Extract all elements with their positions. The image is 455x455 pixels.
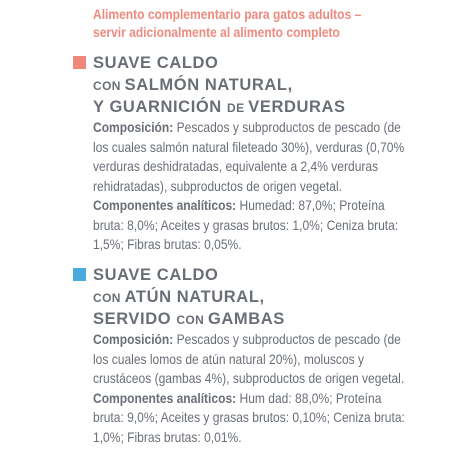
analysis-text: Humedad: 87,0%; Proteína bbox=[236, 197, 385, 213]
title-main-words: VERDURAS bbox=[248, 98, 346, 116]
title-main-words: SERVIDO bbox=[93, 310, 177, 328]
title-main-words: Y GUARNICIÓN bbox=[93, 98, 228, 116]
analysis-label: Componentes analíticos: bbox=[93, 197, 237, 213]
composition-label: Composición: bbox=[93, 119, 174, 135]
composition-label: Composición: bbox=[93, 331, 174, 347]
analysis-line-2: bruta: 9,0%; Aceites y grasas brutos: 0,10%; Ceniza bruta: bbox=[93, 409, 405, 425]
product-title-tuna bbox=[93, 264, 285, 330]
composition-line-4: rehidratadas), subproductos de origen vegetal. bbox=[93, 177, 342, 194]
analysis-line-1 bbox=[93, 389, 446, 409]
product-details-salmon bbox=[93, 118, 446, 255]
composition-line-2: los cuales salmón natural fileteado 30%), verduras (0,70% bbox=[93, 138, 405, 155]
title-line-3 bbox=[93, 96, 346, 118]
analysis-label: Componentes analíticos: bbox=[93, 389, 237, 406]
composition-text: Pescados y subproductos de pescado (de bbox=[173, 119, 401, 135]
feeding-instructions-header bbox=[93, 5, 398, 41]
product-details-tuna bbox=[93, 330, 446, 447]
composition-line-1 bbox=[93, 330, 446, 350]
title-small-word: CON bbox=[93, 291, 125, 305]
analysis-line-1 bbox=[93, 196, 446, 216]
header-line-1: Alimento complementario para gatos adultos – bbox=[93, 6, 362, 22]
composition-line-3: verduras deshidratadas, equivalente a 2,4% verduras bbox=[93, 158, 379, 174]
composition-text: Pescados y subproductos de pescado (de bbox=[173, 331, 401, 347]
composition-line-3: crustáceos (gambas 4%), subproductos de origen vegetal. bbox=[93, 370, 405, 386]
title-line-1: SUAVE CALDO bbox=[93, 266, 219, 284]
title-line-3 bbox=[93, 308, 285, 330]
title-line-1: SUAVE CALDO bbox=[93, 54, 219, 72]
salmon-color-marker bbox=[73, 56, 86, 69]
title-small-word: CON bbox=[176, 313, 208, 327]
header-line-2: servir adicionalmente al alimento completo bbox=[93, 24, 340, 40]
title-main-words: SALMÓN NATURAL, bbox=[124, 76, 293, 94]
product-title-salmon bbox=[93, 52, 346, 118]
title-main-words: ATÚN NATURAL, bbox=[124, 288, 265, 306]
composition-line-1 bbox=[93, 118, 446, 138]
title-small-word: CON bbox=[93, 79, 125, 93]
title-line-2 bbox=[93, 286, 285, 308]
analysis-text: Hum dad: 88,0%; Proteína bbox=[236, 389, 382, 406]
composition-line-2: los cuales lomos de atún natural 20%), moluscos y bbox=[93, 350, 365, 367]
analysis-line-2: bruta: 8,0%; Aceites y grasas brutos: 1,0%; Ceniza bruta: bbox=[93, 216, 399, 233]
analysis-line-3: 1,5%; Fibras brutas: 0,05%. bbox=[93, 236, 242, 252]
title-main-words: GAMBAS bbox=[207, 310, 285, 328]
title-small-word: DE bbox=[227, 101, 249, 115]
title-line-2 bbox=[93, 74, 346, 96]
tuna-color-marker bbox=[73, 268, 86, 281]
analysis-line-3: 1,0%; Fibras brutas: 0,01%. bbox=[93, 428, 242, 445]
